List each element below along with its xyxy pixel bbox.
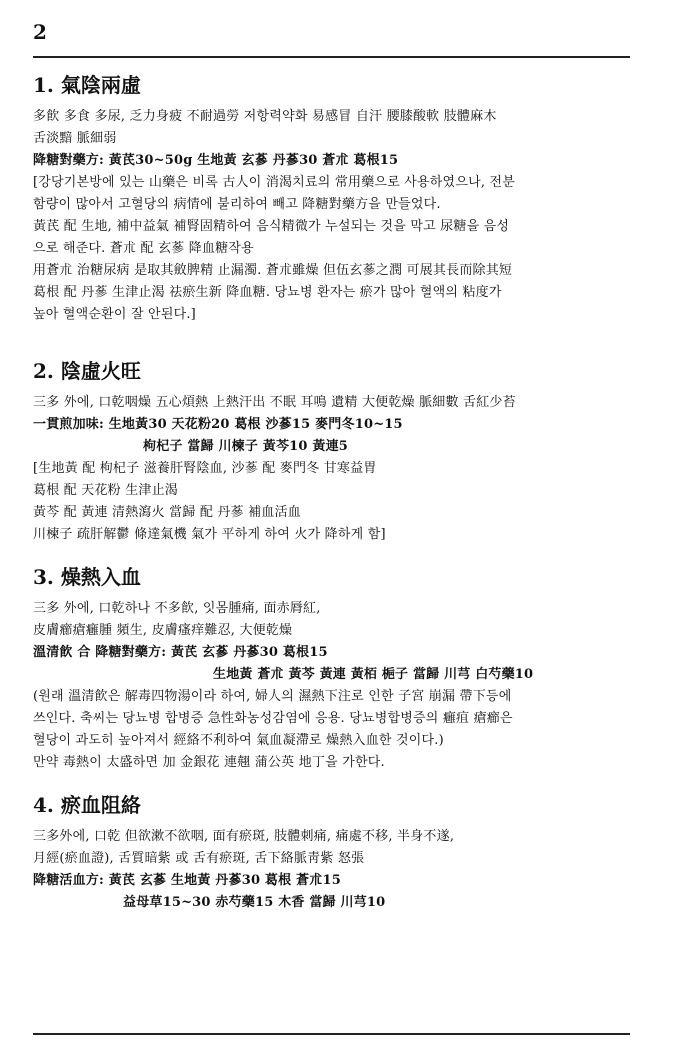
prescription-line: 益母草15~30 赤芍藥15 木香 當歸 川芎10 <box>123 895 386 910</box>
text-line: 함량이 많아서 고혈당의 病情에 불리하여 빼고 降糖對藥方을 만들었다. <box>33 197 441 212</box>
prescription-line: 生地黃 蒼朮 黃芩 黃連 黃栢 梔子 當歸 川芎 白芍藥10 <box>213 667 534 682</box>
prescription-line: 枸杞子 當歸 川楝子 黃芩10 黃連5 <box>143 439 349 454</box>
page-number: 2 <box>33 20 47 44</box>
text-line: 葛根 配 天花粉 生津止渴 <box>33 483 178 498</box>
text-line: 多飮 多食 多尿, 乏力身疲 不耐過勞 저항력약화 易感冒 自汗 腰膝酸軟 肢體麻木 <box>33 109 497 124</box>
text-line: 用蒼朮 治糖尿病 是取其斂脾精 止漏濁. 蒼朮雖燥 但伍玄蔘之潤 可展其長而除其短 <box>33 263 513 278</box>
text-line: 만약 毒熱이 太盛하면 加 金銀花 連翹 蒲公英 地丁을 가한다. <box>33 755 385 770</box>
prescription-line: 降糖活血方: 黃芪 玄蔘 生地黃 丹蔘30 葛根 蒼朮15 <box>33 873 341 888</box>
section-4 <box>33 792 633 914</box>
text-line: 三多 外에, 口乾咽燥 五心煩熱 上熱汗出 不眠 耳鳴 遺精 大便乾燥 脈細數 舌紅少苔 <box>33 395 516 410</box>
section-heading: 1. 氣陰兩虛 <box>33 73 141 97</box>
top-rule <box>33 56 630 58</box>
text-line: [강당기본방에 있는 山藥은 비록 古人이 消渴치료의 常用藥으로 사용하였으나, 전분 <box>33 175 516 190</box>
text-line: 月經(瘀血證), 舌質暗紫 或 舌有瘀斑, 舌下絡脈靑紫 怒張 <box>33 851 365 866</box>
prescription-line: 溫清飮 合 降糖對藥方: 黃芪 玄蔘 丹蔘30 葛根15 <box>33 645 328 660</box>
text-line: 높아 혈액순환이 잘 안된다.] <box>33 307 196 322</box>
page-content <box>33 72 633 932</box>
text-line: 쓰인다. 축씨는 당뇨병 합병증 急性화농성감염에 응용. 당뇨병합병증의 癰疽 瘡癤은 <box>33 711 513 726</box>
text-line: [生地黃 配 枸杞子 滋養肝腎陰血, 沙蔘 配 麥門冬 甘寒益胃 <box>33 461 377 476</box>
section-1 <box>33 72 633 326</box>
prescription-line: 降糖對藥方: 黃芪30~50g 生地黃 玄蔘 丹蔘30 蒼朮 葛根15 <box>33 153 399 168</box>
section-heading: 2. 陰虛火旺 <box>33 359 141 383</box>
section-3 <box>33 564 633 774</box>
text-line: 皮膚癤瘡癰腫 頻生, 皮膚瘙痒難忍, 大便乾燥 <box>33 623 293 638</box>
text-line: 川楝子 疏肝解鬱 條達氣機 氣가 平하게 하여 火가 降하게 함] <box>33 527 386 542</box>
prescription-line: 一貫煎加味: 生地黃30 天花粉20 葛根 沙蔘15 麥門冬10~15 <box>33 417 403 432</box>
text-line: 으로 해준다. 蒼朮 配 玄蔘 降血糖작용 <box>33 241 254 256</box>
section-2 <box>33 358 633 546</box>
text-line: 舌淡黯 脈細弱 <box>33 131 117 146</box>
text-line: 三多外에, 口乾 但欲漱不欲咽, 面有瘀斑, 肢體刺痛, 痛處不移, 半身不遂, <box>33 829 455 844</box>
text-line: 葛根 配 丹蔘 生津止渴 祛瘀生新 降血糖. 당뇨병 환자는 瘀가 많아 혈액의 粘度가 <box>33 285 502 300</box>
text-line: 黃芪 配 生地, 補中益氣 補腎固精하여 음식精微가 누설되는 것을 막고 尿糖을 음성 <box>33 219 510 234</box>
section-heading: 4. 瘀血阻絡 <box>33 793 141 817</box>
text-line: (원래 溫清飮은 解毒四物湯이라 하여, 婦人의 濕熱下注로 인한 子宮 崩漏 帶下등에 <box>33 689 512 704</box>
section-heading: 3. 燥熱入血 <box>33 565 141 589</box>
text-line: 三多 外에, 口乾하나 不多飮, 잇몸腫痛, 面赤脣紅, <box>33 601 321 616</box>
text-line: 黃芩 配 黃連 清熱瀉火 當歸 配 丹蔘 補血活血 <box>33 505 301 520</box>
bottom-rule <box>33 1033 630 1035</box>
text-line: 혈당이 과도히 높아져서 經絡不利하여 氣血凝滯로 燥熱入血한 것이다.) <box>33 733 444 748</box>
